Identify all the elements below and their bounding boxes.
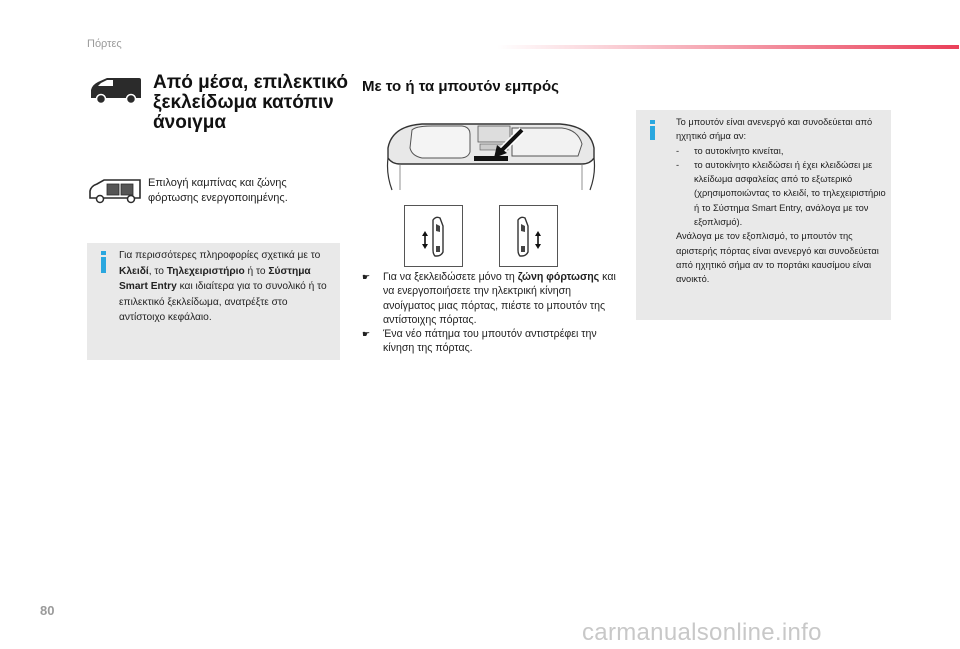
chapter-title: Πόρτες (87, 38, 122, 50)
info-box-text: Το μπουτόν είναι ανενεργό και συνοδεύεται από ηχητικό σήμα αν: - το αυτοκίνητο κινείται, - το αυτοκίνητο κλειδώσει ή έχει κλειδώσει με κλείδωμα ασφαλείας από το εξωτερικό (χρησιμοποιώντας το κλειδί, το τηλεχειριστήριο ή το Σύστημα Smart Entry, ανάλογα με τον εξοπλισμό). Ανάλογα με τον εξοπλισμό, το μπουτόν της αριστερής πόρτας είναι ανενεργό και συνοδεύεται από ηχητικό σήμα αν το πορτάκι καυσίμου είναι ανοικτό. (676, 117, 886, 285)
sliding-door-right-button-icon (499, 205, 558, 267)
info-box-button-inactive (636, 110, 891, 320)
section-title-front-buttons: Με το ή τα μπουτόν εμπρός (362, 78, 559, 95)
sliding-door-left-button-icon (404, 205, 463, 267)
van-cargo-icon (87, 178, 143, 206)
instruction-step: ☛ Για να ξεκλειδώσετε μόνο τη ζώνη φόρτωσης και να ενεργοποιήσετε την ηλεκτρική κίνηση ανοίγματος μιας πόρτας, πιέστε το μπουτόν της αντίστοιχης πόρτας. (362, 271, 616, 326)
van-icon (87, 76, 143, 106)
dashboard-illustration (382, 118, 600, 193)
info-icon (650, 120, 655, 140)
watermark: carmanualsonline.info (582, 619, 822, 646)
header-accent-line (497, 45, 959, 49)
instruction-steps (362, 270, 622, 356)
van-caption: Επιλογή καμπίνας και ζώνης φόρτωσης ενεργοποιημένης. (148, 177, 288, 204)
arrow-bullet-icon: ☛ (362, 272, 371, 282)
instruction-step: ☛ Ένα νέο πάτημα του μπουτόν αντιστρέφει την κίνηση της πόρτας. (362, 328, 597, 355)
page-number: 80 (40, 603, 55, 618)
section-title-inside-unlock: Από μέσα, επιλεκτικό ξεκλείδωμα κατόπιν άνοιγμα (153, 72, 348, 133)
info-box-text: Για περισσότερες πληροφορίες σχετικά με το Κλειδί, το Τηλεχειριστήριο ή το Σύστημα Smart Entry και ιδιαίτερα για το συνολικό ή το επιλεκτικό ξεκλείδωμα, ανατρέξτε στο αντίστοιχο κεφάλαιο. (119, 250, 327, 323)
list-item: - το αυτοκίνητο κλειδώσει ή έχει κλειδώσει με κλείδωμα ασφαλείας από το εξωτερικό (χρησιμοποιώντας το κλειδί, το τηλεχειριστήριο ή το Σύστημα Smart Entry, ανάλογα με τον εξοπλισμό). (676, 159, 886, 228)
list-item: - το αυτοκίνητο κινείται, (676, 145, 784, 156)
info-box-more-information (87, 243, 340, 360)
info-icon (101, 251, 106, 273)
arrow-bullet-icon: ☛ (362, 329, 371, 340)
